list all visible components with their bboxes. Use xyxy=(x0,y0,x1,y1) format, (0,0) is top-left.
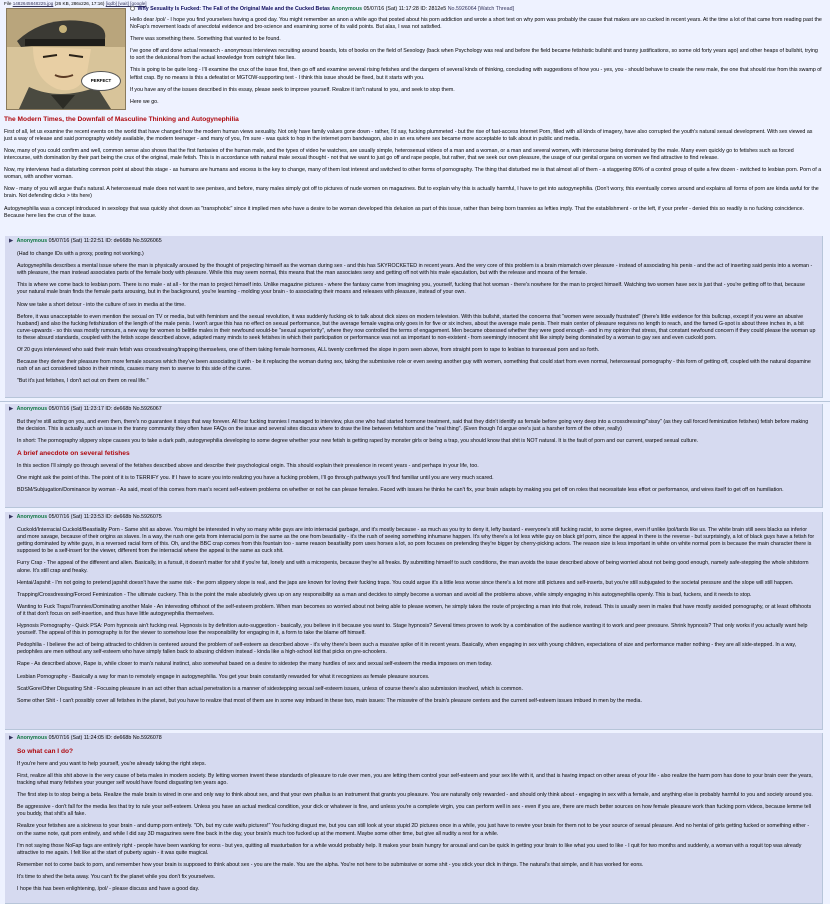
watch-thread-link[interactable]: [Watch Thread] xyxy=(478,6,514,12)
post-datetime: 05/07/16 (Sat) 11:24:05 xyxy=(48,735,104,741)
op-paragraph: Hello dear /pol/ - I hope you find yourselves having a good day. You might remember an anon a while ago that posted about his porn addiction and wrote a short text on why porn was probably the cause that makes are so cucked in recent years. At the time a lot of that came from reading past the NoFap's movement loads of anecdotal evidence and bro-science and examining some of its valid points. But alas, I was not satisfied. xyxy=(130,17,822,31)
reply-header xyxy=(9,406,816,413)
op-image[interactable] xyxy=(6,8,126,110)
reply-body xyxy=(9,251,816,385)
op-paragraph: If you have any of the issues described in this essay, please seek to improve yourself. Realize it isn't natural to you, and seek to stop them. xyxy=(130,86,455,93)
reply-body xyxy=(9,419,816,494)
reply-post xyxy=(5,733,823,904)
post-paragraph: I hope this has been enlightening, /pol/ - please discuss and have a good day. xyxy=(17,886,200,893)
post-paragraph: BDSM/Subjugation/Dominance by woman - As said, most of this comes from man's recent self-esteem problems on whether or not he can please females. Faced with issues he thinks he can't fix, your brain adapts by making you get off on roles that necessitate less effort or performance, and wires itself to get off on humiliation. xyxy=(17,487,784,494)
poster-id[interactable]: ID: de668b xyxy=(105,735,132,741)
post-paragraph: Be aggressive - don't fall for the media lies that try to rule your self-esteem. Unless you have an actual medical condition, your dick or whatever is fine, and unless you're a complete virgin, you can perform well in sex - even if you are, there are much better sources on how female pleasure work than fucking porn videos, because lemme tell you buddy, that shit's all fake. xyxy=(17,804,812,818)
post-paragraph: First, realize all this shit above is the very cause of beta males in modern society. By letting women invent these standards of pleasure to rule over men, you are letting them control your self-esteem and your sex life with it, and that is having impact on other areas of your life - also realize the harm porn has done to your brain over the years, tracking what many fetishes your younger self would have found disgusting ten years ago. xyxy=(17,773,813,787)
op-body xyxy=(130,17,822,111)
post-number-link[interactable]: No.5926067 xyxy=(132,406,162,412)
section-heading: So what can I do? xyxy=(17,748,74,756)
post-number-link[interactable]: No.5926078 xyxy=(132,735,162,741)
poster-name: Anonymous xyxy=(16,238,48,244)
reply-body xyxy=(9,527,816,705)
op-essay xyxy=(4,116,822,225)
speech-bubble-text: PERFECT xyxy=(90,78,112,83)
reply-post xyxy=(5,512,823,730)
file-link[interactable]: 1482645848225.jpg xyxy=(12,1,54,6)
op-paragraph: This is going to be quite long - I'll examine the crux of the issue first, then go off and examine several rising fetishes and the dangers of several kinds of thinking, concluding with suggestions of how you - yes, you - should behave to create the new male, the one that should rise from this swamp of leftist crap. By no means is this a defeatist or MGTOW-supporting text - I think this issue should be fixed, but it starts with you. xyxy=(130,67,822,81)
post-paragraph: Lesbian Pornography - Basically a way for man to remotely engage in autogynephilia. You get your brain constantly rewarded for what it recognizes as female pleasure sources. xyxy=(17,673,430,680)
post-paragraph: Some other Shit - I can't possibly cover all fetishes in the planet, but you have to realize that most of them are in some way imbued in these two, main issues: The misswire of the brain's pleasure centers and the current self-esteem issues imbued in men by the media. xyxy=(17,697,642,704)
post-paragraph: Realize your fetishes are a sickness to your brain - and dump porn entirely. "Oh, but my cute waifu pictures!" You fucking disgust me, but you can still look at your stupid 2D pictures once in a while, you just have to rewire your brain for them not to be your source of sexual pleasure. And no hentai of girls getting fucked or something either - on the same note, quit porn entirely, and while I did say 3D magazines were fine back in the day, your brain's much too fucked up at the moment. Maybe some other time, but give all nudity a rest for a while. xyxy=(17,823,810,837)
poster-name: Anonymous xyxy=(331,6,363,12)
reply-header xyxy=(9,514,816,521)
officer-portrait-icon xyxy=(7,9,125,109)
post-number-link[interactable]: No.5926065 xyxy=(132,238,162,244)
poster-name: Anonymous xyxy=(16,406,48,412)
post-paragraph: Hentai/Japshit - I'm not going to pretend japshit doesn't have the same risk - the porn slippery slope is real, and the japs are known for loving their fucking traps. You could argue it's a little less worse since there's a lot more still pictures and self-inserts, but you're still subjugated to the societal pressure and the slope will still happen. xyxy=(17,579,794,586)
post-paragraph: Before, it was unacceptable to even mention the sexual on TV or media, but with feminism and the sexual revolution, it was suddenly fucking ok to talk about dick sizes on modern television. With this bullshit, started the concerns that "women were sexually frustrated" (there's little evidence for this bullcrap, except if you were an abusive husband) and also the fucking fetishization of the length of the male penis. I won't argue this has no effect on sexual performance, but the average female vagina only goes in for five or six inches, about the average male penis. Their main center of pleasure requires no length to reach, and the famed G-spot is about three inches in, a bit curve-upwards - so this was mostly rumours, a new way for women to belittle males in their newfound would-be "sexual superiority", where they now controlled the terms of engagement. Men became obsessed whether they were good enough - and in my opinion that stress, that constant newfound concern if they could please the woman up to these absurd standards, coupled with the fetish scope described above, adapted many minds to seek fetishes in which their participation or performance was not as important to non-existent - from seemingly innocent shit like simply being dominated by a woman to gay sex and even cuckold porn. xyxy=(17,313,816,341)
op-paragraph: I've gone off and done actual research - anonymous interviews recruiting around boards, lots of books on the field of Sexology (back when Psychology was real and before the field became fetishistic bullshit and tranny justifications, so some old forty years ago) and other heaps of bullshit, trying to sort the delusional from the actual knowledge from outright fake lies. xyxy=(130,48,818,62)
post-menu-arrow-icon[interactable]: ▶ xyxy=(9,238,14,244)
post-datetime: 05/07/16 (Sat) 11:22:51 xyxy=(48,238,104,244)
reply-body xyxy=(9,748,816,893)
reply-header xyxy=(9,238,816,245)
poster-id[interactable]: ID: de668b xyxy=(105,514,132,520)
post-paragraph: Of 20 guys interviewed who said their main fetish was crossdressing/trapping themselves, one of them taking female hormones, ALL twenty confirmed the slope in porn seen above, from straight porn to rape to lesbian to transexual porn and so forth. xyxy=(17,347,600,354)
speech-bubble xyxy=(81,71,121,91)
file-label: File xyxy=(4,1,12,6)
poster-id[interactable]: ID: de668b xyxy=(105,238,132,244)
post-paragraph: Hypnosis Pornography - Quick PSA: Porn hypnosis ain't fucking real. Hypnosis is by definition auto-suggestion - basically, you believe in it because you want to. Stage hypnosis? Several times proven to work by a combination of the audience wanting it to work and peer pressure. Shrink hypnosis? That only works if you actually want help yourself. The appeal of this in pornography is for the viewer to somehow lose the responsibility for engaging in it, a form to take the blame off himself. xyxy=(17,623,808,637)
post-datetime: 05/07/16 (Sat) 11:23:53 xyxy=(48,514,104,520)
essay-paragraph: Now, many of you could confirm and well, common sense also shows that the first fantasies of the human male, and the types of video he watches, are usually simple, heterosexual videos of a man and a woman, or a man and several women, with intercourse being dominated by the male. Many even quickly go to fetishes such as forced intercourse, with domination by their part being the crux of the original, male fetish. This is in accordance with natural male sexual thought - not that we want to just go off and rape people, but rather, that we seek our own pleasure, the usage of our genital organs on women we find attractive to find release. xyxy=(4,148,794,162)
post-paragraph: Rape - As described above, Rape is, while closer to man's natural instinct, also somewhat based on a desire to sidestep the many hurdles of sex and sexual self-esteem the media imposes on men today. xyxy=(17,661,493,668)
post-paragraph: In this section I'll simply go through several of the fetishes described above and describe their psychological origin. This should explain their prevalence in recent years - and perhaps in your life, too. xyxy=(17,463,479,470)
essay-paragraph: Now - many of you will argue that's natural. A heterosexual male does not want to see penises, and before, many males simply got off to pictures of nude women on magazines. But to explain why this is actually harmful, I have to get into autogynephilia. (Don't worry, this eventually comes around and explains all forms of porn are kinda awful for the brain. Not defending dicks > tits here) xyxy=(4,186,819,200)
post-menu-arrow-icon[interactable]: ▶ xyxy=(9,406,14,412)
post-menu-arrow-icon[interactable]: ▶ xyxy=(9,735,14,741)
post-paragraph: Pedophilia - I believe the act of being attracted to children is centered around the problem of self-esteem as described above - it's why there's been such a massive spike of it in recent years. Basically, when engaging in sex with young children, expectations of size and performance matter nothing - they are all side-stepped. In a way, pedophiles are men without any self-esteem who have simply fallen back to abusing children instead - kinda like a high-school kid that picks on pre-schoolers. xyxy=(17,642,797,656)
post-paragraph: "But it's just fetishes, I don't act out on them on real life." xyxy=(17,378,149,385)
post-datetime: 05/07/16 (Sat) 11:23:17 xyxy=(48,406,104,412)
reply-post xyxy=(5,236,823,398)
post-divider xyxy=(0,401,830,402)
op-select-checkbox[interactable] xyxy=(130,6,135,11)
op-paragraph: Here we go. xyxy=(130,98,159,105)
post-paragraph: It's time to shed the beta away. You can't fix the planet while you don't fix yourselves. xyxy=(17,873,216,880)
essay-paragraph: First of all, let us examine the recent events on the world that have changed how the modern human views sexuality. Not only have family values gone down - rather, I'd say, fucking plummeted - but the rise of fast-access Internet Porn, filled with all kinds of imagery, have also corrupted the youth's natural sexual development. With sex viewed as just a way of release and said pornography widely available, the modern teenager - and many of you, I'm sure - was quick to hop in the internet porn bandwagon, also in an era where sex became more acceptable to talk about in public and media. xyxy=(4,128,813,142)
poster-name: Anonymous xyxy=(16,514,48,520)
essay-paragraph: Autogynephilia was a concept introduced in sexology that was quickly shot down as "transphobic" since it implied men who have a desire to be woman developed this delusion as part of this issue, rather than being born trannies as lefties imply. That the establishment - or the left, if your prefer - denied this so readily is no fucking coincidence. Because here lies the crux of the issue. xyxy=(4,205,805,219)
poster-id[interactable]: ID: de668b xyxy=(105,406,132,412)
post-paragraph: One might ask the point of this. The point of it is to TERRIFY you. If I have to scare you into realizing you have a fucking problem, I'll go through pathways you'll find familiar until you are very much scared. xyxy=(17,475,494,482)
post-number-link[interactable]: No.5926064 xyxy=(447,6,477,12)
post-paragraph: Now we take a short detour - into the culture of sex in media at the time. xyxy=(17,301,186,308)
post-paragraph: Wanting to Fuck Traps/Trannies/Dominating another Male - An interesting offshoot of the self-esteem problem. When man becomes so worried about not being able to please women, he simply takes the route of projecting a man into that role, instead. This is usually seen in males that have mostly avoided pornography, or at least offshoots of it that don't focus on self-insertion, and thus have little autogynephilia themselves. xyxy=(17,603,812,617)
post-paragraph: Trapping/Crossdressing/Forced Feminization - The ultimate cuckery. This is the point the male absolutely gives up on any responsibility as a man and decides to simply become a woman and avoid all the problems above, while simply engaging in his autogynephilia openly. This is bad, fuckers, and it needs to stop. xyxy=(17,591,752,598)
thread-subject: Why Sexuality Is Fucked: The Fall of the Original Male and the Cucked Betas xyxy=(137,6,330,12)
post-number-link[interactable]: No.5926075 xyxy=(132,514,162,520)
post-paragraph: (Had to change IDs with a proxy, posting not working.) xyxy=(17,251,144,258)
post-paragraph: The first step is to stop being a beta. Realize the male brain is wired in one and only way to think about sex, and that your own phallus is an instrument that grants you pleasure. You are naturally only rewarded - and should only think about - engaging in sex with a female, and anything else is probably harmful to you and society around you. xyxy=(17,792,813,799)
post-paragraph: Autogynephilia describes a mental issue where the man is physically aroused by the thought of projecting himself as the woman during sex - and this has SKYROCKETED in recent years. And the very core of this problem is a brain mismatch over pleasure - instead of associating his penis - and the act of inserting said penis into a woman - with pleasure, the man instead associates parts of the female body with pleasure. While this may seem normal, this means that the man associates sexy and getting off not with his male ejaculation, but with the release and moans of the female. xyxy=(17,263,813,277)
section-heading: The Modern Times, the Downfall of Masculine Thinking and Autogynephilia xyxy=(4,116,239,123)
post-menu-arrow-icon[interactable]: ▶ xyxy=(9,514,14,520)
post-paragraph: But they're still acting on you, and even then, there's no guarantee it stays that way forever. All four fucking trannies I managed to interview, plus one who had started hormone treatment, said that they didn't identify as female before going very deep into a crossdressing/"sissy" (as they call forced feminization fetishes) fetish before making the decision. This is actually such an issue in the tranny community they often have FAQs on the issue and several sites discuss where to draw the line between fetishism and the "real thing". (Even though I'd argue one's just a harsher form of the other, really) xyxy=(17,419,809,433)
post-paragraph: Scat/Gore/Other Disgusting Shit - Focusing pleasure in an act other than actual penetration is a manner of sidestepping sexual self-esteem issues, unless of course there's also submission involved, which is common. xyxy=(17,685,523,692)
post-paragraph: This is where we come back to lesbian porn. There is no male - at all - for the man to project himself into. Unlike magazine pictures - where the fantasy came from imagining you, yourself, fucking that hot woman - there's nowhere for the man to project himself. Watching two women have sex is just that - you're getting off to that, because your natural male brain finds the female parts arousing, but in the background, you're learning - molding your brain - to associating their moans and releases with pleasure, instead of your own. xyxy=(17,282,806,296)
file-meta: (26 KB, 286x226, 17:16) xyxy=(54,1,105,6)
post-paragraph: Furry Crap - The appeal of the different and alien. Basically, in a fursuit, it doesn't matter for shit if you're fat, lonely and with a micropenis, because they're all freaks. By submitting himself to such conditions, the man avoids the issue described above of being worried about not being good enough, namely safe-stepping the whole shitstorm alone. It's still crap and freaky. xyxy=(17,560,809,574)
essay-paragraph: Now, my interviews had a disturbing common point at about this stage - as humans are humans and excess is the key to change, many of them lost interest and switched to other forms of pornography. The thing that disturbed me is that almost all of them - a staggering 80% of a control group of quite a few dozen - switched to lesbian porn. Porn of a woman, with another woman. xyxy=(4,167,822,181)
section-heading: A brief anecdote on several fetishes xyxy=(17,450,130,458)
poster-id[interactable]: ID: 2812e5 xyxy=(420,6,447,12)
reply-post xyxy=(5,404,823,508)
post-paragraph: I'm not saying those NoFap fags are entirely right - people have been wanking for eons - but yes, quitting all masturbation for a while would probably help. It makes your brain hungry for arousal and can be quick in getting your brain to like what you used to like - I quit for two months and suddenly, a woman with a roquit top was already attractive to me again. I felt like at the start of puberty again - it was quite magical. xyxy=(17,842,802,856)
post-paragraph: Cuckold/Interracial Cuckold/Beastiality Porn - Same shit as above. You might be interested in why so many white guys are into interracial garbage, and it's mostly because - as much as you try to deny it, lefty bastard - everyone's still fucking racist, to some degree, even if unlike /pol/tards like us. The white brain still sees blacks as inferior and more savage, because of their origins as slaves. In a way, the rush one gets from interracial porn is the same as the one from beastiality - it's the rush of seeing something inhumane happen. It's why there's a lot less white guy on black girl porn, since the appeal in there is the reverse - but surprisingly, a lot of black guys have a fetish for getting dominated by white guys, in a reversed racial form of this. Oh, and the BBC crap comes from this fountain too - same reason beastiality porn uses horses a lot, so porn focuses on pretending they're bigger by cherry-picking actors. The reason size is less important in white on white normal porn is because the main character there is supposed to be a self-insert for the viewer, different from the interracial where the appeal is the same as cuck shit. xyxy=(17,527,815,555)
reply-header xyxy=(9,735,816,742)
post-paragraph: If you're here and you want to help yourself, you're already taking the right steps. xyxy=(17,760,206,767)
poster-name: Anonymous xyxy=(16,735,48,741)
post-paragraph: In short: The pornography slippery slope causes you to take a dark path, autogynephilia developing to some degree whether your new fetish is getting raped by monster girls or being a trap, you should know that shit is NOT natural. It is the fault of porn and our current, warped sexual culture. xyxy=(17,438,699,445)
op-paragraph: There was something there. Something that wanted to be found. xyxy=(130,36,281,43)
op-header xyxy=(130,6,820,13)
post-datetime: 05/07/16 (Sat) 11:17:28 xyxy=(363,6,419,12)
post-paragraph: Because they derive their pleasure from more female sources which they've been associating it with - be it replacing the woman during sex, taking the submissive role or even seeing another guy with women, something that could start from even normal, heterosexual pornography - this form of getting off, coupled with the natural dopamine rush of an act considered taboo in their minds, causes many men to swerve to this side of the curve. xyxy=(17,359,811,373)
reverse-search-links[interactable]: [iqdb] [wait] [google] xyxy=(105,1,147,6)
post-paragraph: Remember not to come back to porn, and remember how your brain is supposed to think about sex - you are the male. You are the alpha. You're not here to be submissive or some shit - you stick your dick in things. The natural's that simple, and it has worked for eons. xyxy=(17,861,644,868)
